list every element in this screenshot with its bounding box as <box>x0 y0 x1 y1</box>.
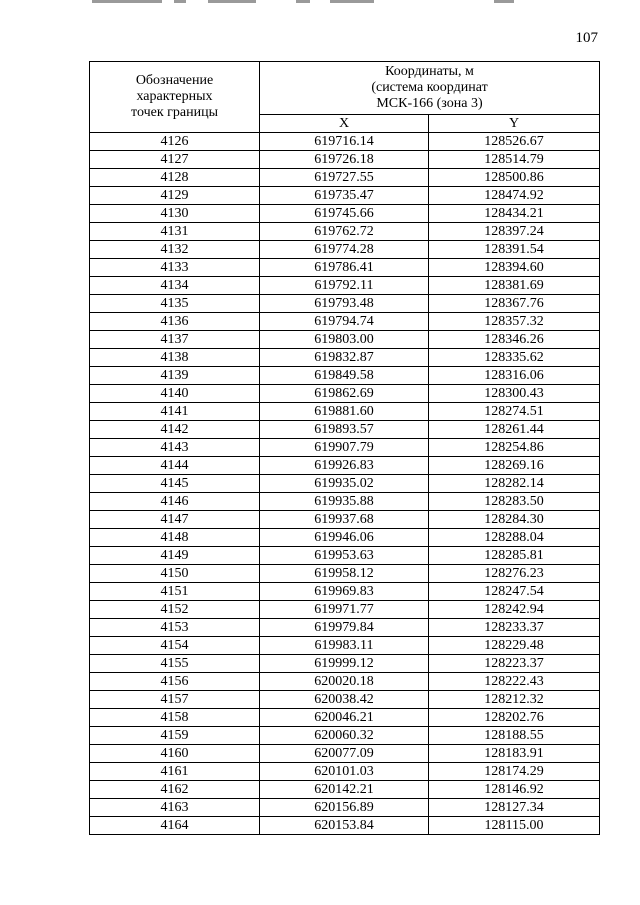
y-coordinate-cell: 128174.29 <box>429 763 600 781</box>
x-coordinate-cell: 619774.28 <box>260 241 429 259</box>
point-id-cell: 4146 <box>90 493 260 511</box>
x-coordinate-cell: 619716.14 <box>260 133 429 151</box>
x-coordinate-cell: 619937.68 <box>260 511 429 529</box>
y-coordinate-cell: 128367.76 <box>429 295 600 313</box>
table-row <box>90 205 600 223</box>
x-coordinate-cell: 619946.06 <box>260 529 429 547</box>
y-coordinate-cell: 128357.32 <box>429 313 600 331</box>
point-id-cell: 4153 <box>90 619 260 637</box>
x-coordinate-cell: 619745.66 <box>260 205 429 223</box>
x-coordinate-cell: 619794.74 <box>260 313 429 331</box>
point-id-cell: 4150 <box>90 565 260 583</box>
header-x: X <box>260 115 429 133</box>
point-id-cell: 4132 <box>90 241 260 259</box>
point-id-cell: 4129 <box>90 187 260 205</box>
table-row <box>90 745 600 763</box>
y-coordinate-cell: 128276.23 <box>429 565 600 583</box>
y-coordinate-cell: 128285.81 <box>429 547 600 565</box>
point-id-cell: 4126 <box>90 133 260 151</box>
x-coordinate-cell: 619832.87 <box>260 349 429 367</box>
header-point-designation <box>90 62 260 133</box>
table-row <box>90 475 600 493</box>
table-row <box>90 439 600 457</box>
point-id-cell: 4158 <box>90 709 260 727</box>
y-coordinate-cell: 128247.54 <box>429 583 600 601</box>
x-coordinate-cell: 619907.79 <box>260 439 429 457</box>
table-row <box>90 241 600 259</box>
table-row <box>90 169 600 187</box>
y-coordinate-cell: 128183.91 <box>429 745 600 763</box>
x-coordinate-cell: 619793.48 <box>260 295 429 313</box>
table-body <box>90 133 600 835</box>
table-row <box>90 655 600 673</box>
x-coordinate-cell: 619983.11 <box>260 637 429 655</box>
x-coordinate-cell: 620038.42 <box>260 691 429 709</box>
y-coordinate-cell: 128397.24 <box>429 223 600 241</box>
x-coordinate-cell: 619999.12 <box>260 655 429 673</box>
y-coordinate-cell: 128283.50 <box>429 493 600 511</box>
page-number: 107 <box>575 30 598 46</box>
y-coordinate-cell: 128300.43 <box>429 385 600 403</box>
y-coordinate-cell: 128261.44 <box>429 421 600 439</box>
table-row <box>90 421 600 439</box>
y-coordinate-cell: 128500.86 <box>429 169 600 187</box>
table-row <box>90 367 600 385</box>
x-coordinate-cell: 620156.89 <box>260 799 429 817</box>
y-coordinate-cell: 128146.92 <box>429 781 600 799</box>
point-id-cell: 4133 <box>90 259 260 277</box>
y-coordinate-cell: 128229.48 <box>429 637 600 655</box>
x-coordinate-cell: 619727.55 <box>260 169 429 187</box>
x-coordinate-cell: 619792.11 <box>260 277 429 295</box>
y-coordinate-cell: 128391.54 <box>429 241 600 259</box>
point-id-cell: 4147 <box>90 511 260 529</box>
table-row <box>90 151 600 169</box>
point-id-cell: 4139 <box>90 367 260 385</box>
point-id-cell: 4127 <box>90 151 260 169</box>
y-coordinate-cell: 128212.32 <box>429 691 600 709</box>
header-coords-line-3: МСК-166 (зона 3) <box>376 96 483 112</box>
table-row <box>90 691 600 709</box>
table-row <box>90 565 600 583</box>
point-id-cell: 4130 <box>90 205 260 223</box>
y-coordinate-cell: 128434.21 <box>429 205 600 223</box>
x-coordinate-cell: 620020.18 <box>260 673 429 691</box>
point-id-cell: 4157 <box>90 691 260 709</box>
x-coordinate-cell: 619979.84 <box>260 619 429 637</box>
table-row <box>90 457 600 475</box>
y-coordinate-cell: 128242.94 <box>429 601 600 619</box>
header-coordinates-group <box>260 62 600 115</box>
point-id-cell: 4155 <box>90 655 260 673</box>
y-coordinate-cell: 128526.67 <box>429 133 600 151</box>
point-id-cell: 4143 <box>90 439 260 457</box>
x-coordinate-cell: 619881.60 <box>260 403 429 421</box>
x-coordinate-cell: 619935.02 <box>260 475 429 493</box>
table-row <box>90 601 600 619</box>
x-coordinate-cell: 620142.21 <box>260 781 429 799</box>
y-coordinate-cell: 128233.37 <box>429 619 600 637</box>
point-id-cell: 4149 <box>90 547 260 565</box>
x-coordinate-cell: 619735.47 <box>260 187 429 205</box>
table-row <box>90 637 600 655</box>
point-id-cell: 4152 <box>90 601 260 619</box>
table-row <box>90 763 600 781</box>
y-coordinate-cell: 128288.04 <box>429 529 600 547</box>
y-coordinate-cell: 128274.51 <box>429 403 600 421</box>
coordinates-table <box>89 61 600 835</box>
table-row <box>90 817 600 835</box>
x-coordinate-cell: 620101.03 <box>260 763 429 781</box>
y-coordinate-cell: 128514.79 <box>429 151 600 169</box>
point-id-cell: 4154 <box>90 637 260 655</box>
point-id-cell: 4162 <box>90 781 260 799</box>
point-id-cell: 4161 <box>90 763 260 781</box>
y-coordinate-cell: 128127.34 <box>429 799 600 817</box>
table-row <box>90 313 600 331</box>
x-coordinate-cell: 619958.12 <box>260 565 429 583</box>
point-id-cell: 4144 <box>90 457 260 475</box>
x-coordinate-cell: 620060.32 <box>260 727 429 745</box>
table-row <box>90 529 600 547</box>
y-coordinate-cell: 128346.26 <box>429 331 600 349</box>
table-header <box>90 62 600 133</box>
x-coordinate-cell: 619849.58 <box>260 367 429 385</box>
table-row <box>90 727 600 745</box>
point-id-cell: 4145 <box>90 475 260 493</box>
y-coordinate-cell: 128335.62 <box>429 349 600 367</box>
point-id-cell: 4135 <box>90 295 260 313</box>
y-coordinate-cell: 128474.92 <box>429 187 600 205</box>
point-id-cell: 4140 <box>90 385 260 403</box>
table-row <box>90 187 600 205</box>
table-row <box>90 403 600 421</box>
point-id-cell: 4151 <box>90 583 260 601</box>
header-point-line-1: Обозначение <box>135 73 214 88</box>
point-id-cell: 4148 <box>90 529 260 547</box>
x-coordinate-cell: 620046.21 <box>260 709 429 727</box>
x-coordinate-cell: 619953.63 <box>260 547 429 565</box>
table-row <box>90 799 600 817</box>
table-row <box>90 223 600 241</box>
point-id-cell: 4164 <box>90 817 260 835</box>
y-coordinate-cell: 128202.76 <box>429 709 600 727</box>
y-coordinate-cell: 128254.86 <box>429 439 600 457</box>
point-id-cell: 4137 <box>90 331 260 349</box>
x-coordinate-cell: 619726.18 <box>260 151 429 169</box>
point-id-cell: 4160 <box>90 745 260 763</box>
header-point-line-2: характерных <box>136 89 213 104</box>
table-row <box>90 673 600 691</box>
table-row <box>90 619 600 637</box>
point-id-cell: 4159 <box>90 727 260 745</box>
header-point-line-3: точек границы <box>131 105 218 120</box>
table-row <box>90 133 600 151</box>
x-coordinate-cell: 619803.00 <box>260 331 429 349</box>
point-id-cell: 4142 <box>90 421 260 439</box>
table-row <box>90 493 600 511</box>
y-coordinate-cell: 128269.16 <box>429 457 600 475</box>
point-id-cell: 4136 <box>90 313 260 331</box>
x-coordinate-cell: 620077.09 <box>260 745 429 763</box>
y-coordinate-cell: 128282.14 <box>429 475 600 493</box>
top-edge-scan-marks <box>0 0 640 6</box>
table-row <box>90 385 600 403</box>
table-row <box>90 349 600 367</box>
table-row <box>90 259 600 277</box>
x-coordinate-cell: 619893.57 <box>260 421 429 439</box>
point-id-cell: 4163 <box>90 799 260 817</box>
y-coordinate-cell: 128223.37 <box>429 655 600 673</box>
table-row <box>90 295 600 313</box>
header-y: Y <box>429 115 600 133</box>
y-coordinate-cell: 128394.60 <box>429 259 600 277</box>
x-coordinate-cell: 619935.88 <box>260 493 429 511</box>
table-row <box>90 331 600 349</box>
table-row <box>90 709 600 727</box>
x-coordinate-cell: 620153.84 <box>260 817 429 835</box>
table-row <box>90 583 600 601</box>
point-id-cell: 4131 <box>90 223 260 241</box>
header-coords-line-2: (система координат <box>371 80 488 96</box>
point-id-cell: 4134 <box>90 277 260 295</box>
point-id-cell: 4141 <box>90 403 260 421</box>
x-coordinate-cell: 619762.72 <box>260 223 429 241</box>
table-row <box>90 511 600 529</box>
x-coordinate-cell: 619926.83 <box>260 457 429 475</box>
y-coordinate-cell: 128188.55 <box>429 727 600 745</box>
point-id-cell: 4156 <box>90 673 260 691</box>
point-id-cell: 4138 <box>90 349 260 367</box>
header-coords-line-1: Координаты, м <box>385 64 474 80</box>
y-coordinate-cell: 128316.06 <box>429 367 600 385</box>
x-coordinate-cell: 619786.41 <box>260 259 429 277</box>
y-coordinate-cell: 128381.69 <box>429 277 600 295</box>
table-row <box>90 781 600 799</box>
y-coordinate-cell: 128284.30 <box>429 511 600 529</box>
y-coordinate-cell: 128115.00 <box>429 817 600 835</box>
table-row <box>90 277 600 295</box>
y-coordinate-cell: 128222.43 <box>429 673 600 691</box>
x-coordinate-cell: 619862.69 <box>260 385 429 403</box>
x-coordinate-cell: 619969.83 <box>260 583 429 601</box>
x-coordinate-cell: 619971.77 <box>260 601 429 619</box>
table-row <box>90 547 600 565</box>
point-id-cell: 4128 <box>90 169 260 187</box>
